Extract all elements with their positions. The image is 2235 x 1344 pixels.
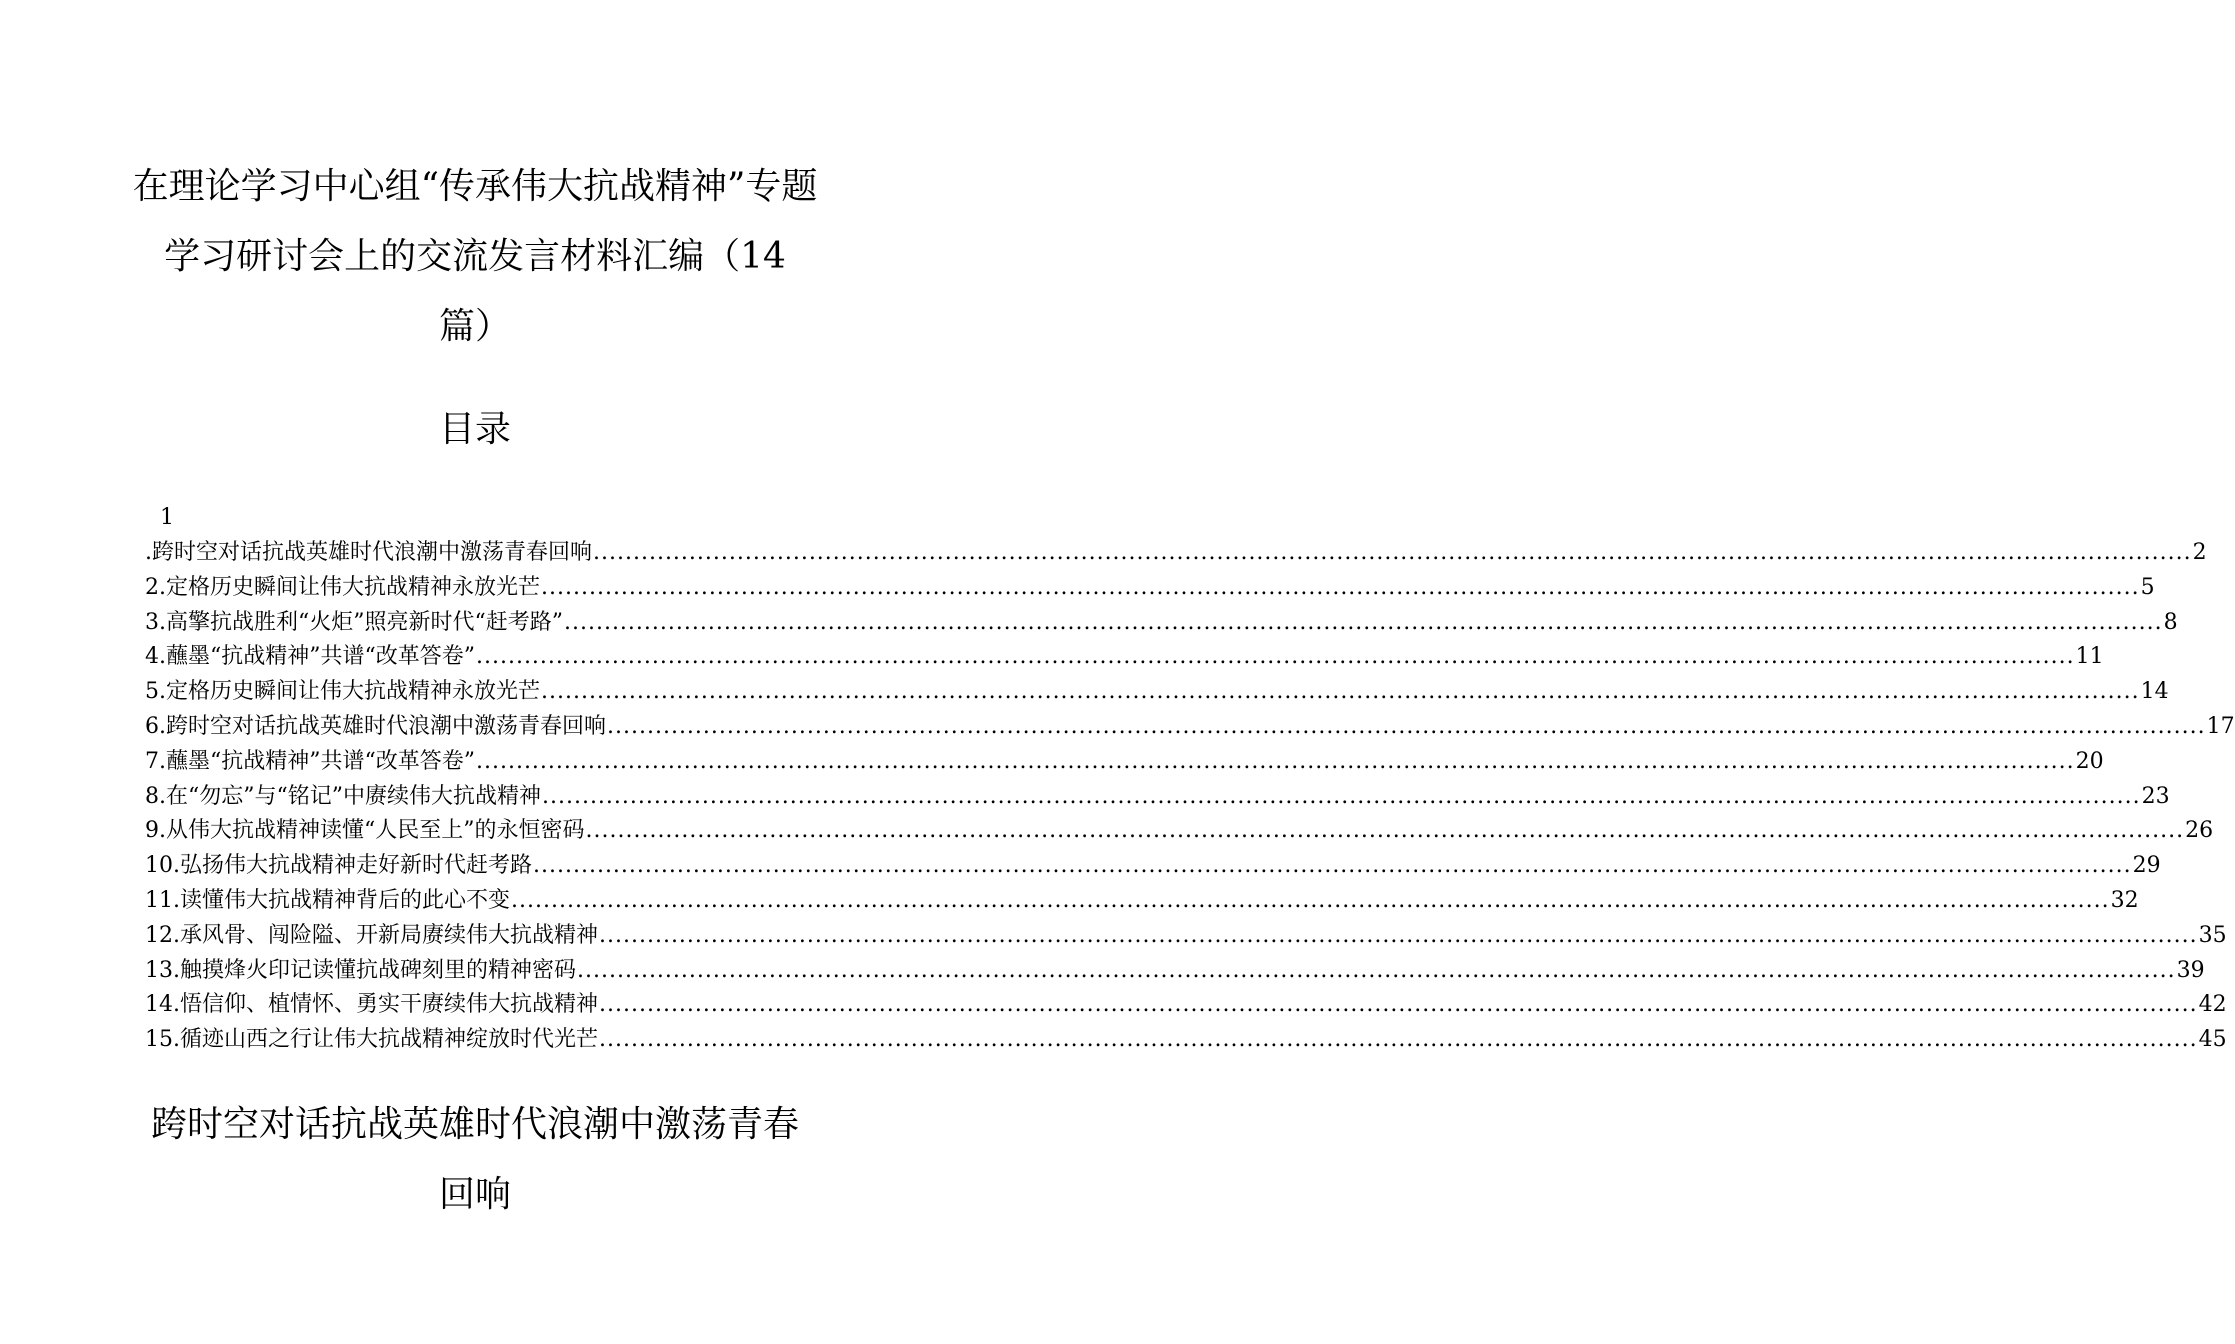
toc-entry-page-number: 8 [2163,609,2178,635]
toc-entry[interactable] [145,919,2227,954]
toc-entry-page-number: 32 [2110,887,2139,913]
toc-entry-title: 3.高擎抗战胜利“火炬”照亮新时代“赶考路” [145,609,563,635]
toc-dot-leader: ........................................................................................................................................................................................................ [599,1027,2198,1053]
toc-entry[interactable] [145,745,2104,780]
toc-entry-page-number: 14 [2140,679,2169,705]
toc-entry-title: 2.定格历史瞬间让伟大抗战精神永放光芒 [145,574,540,600]
toc-dot-leader: ........................................................................................................................................................................................................ [563,609,2163,635]
toc-entry-title: 5.定格历史瞬间让伟大抗战精神永放光芒 [145,679,540,705]
toc-first-entry-number: 1 [160,505,174,530]
document-title-line-1: 在理论学习中心组“传承伟大抗战精神”专题 [132,166,818,207]
toc-entry-page-number: 23 [2141,783,2170,809]
toc-entry[interactable] [145,606,2178,641]
toc-entry-page-number: 2 [2192,540,2207,565]
toc-dot-leader: ........................................................................................................................................................................................................ [541,679,2140,705]
toc-dot-leader: ........................................................................................................................................................................................................ [541,574,2140,600]
toc-dot-leader: ........................................................................................................................................................................................................ [533,853,2132,879]
toc-entry-page-number: 20 [2075,748,2104,774]
toc-dot-leader: ........................................................................................................................................................................................................ [585,818,2185,844]
toc-entry-title: 11.读懂伟大抗战精神背后的此心不变 [145,887,510,913]
toc-entry-page-number: 26 [2185,818,2214,844]
toc-dot-leader: ........................................................................................................................................................................................................ [511,887,2110,913]
toc-entry-title: 6.跨时空对话抗战英雄时代浪潮中激荡青春回响 [145,713,606,739]
toc-entry[interactable] [145,1023,2227,1058]
toc-entry-title: 9.从伟大抗战精神读懂“人民至上”的永恒密码 [145,818,585,844]
document-title-line-3: 篇） [438,306,511,347]
toc-dot-leader: ........................................................................................................................................................................................................ [599,992,2198,1018]
toc-dot-leader: ........................................................................................................................................................................................................ [577,957,2176,983]
toc-entry-title: 15.循迹山西之行让伟大抗战精神绽放时代光芒 [145,1027,598,1053]
toc-dot-leader: ........................................................................................................................................................................................................ [475,644,2075,670]
toc-entry-title: 14.悟信仰、植情怀、勇实干赓续伟大抗战精神 [145,992,598,1018]
table-of-contents [145,536,2235,1058]
toc-entry-title: .跨时空对话抗战英雄时代浪潮中激荡青春回响 [145,540,592,565]
toc-entry-page-number: 29 [2132,853,2161,879]
toc-entry-page-number: 45 [2198,1027,2227,1053]
toc-entry[interactable] [145,640,2104,675]
toc-dot-leader: ........................................................................................................................................................................................................ [599,922,2198,948]
toc-entry[interactable] [145,849,2161,884]
section-title-line-2: 回响 [438,1174,511,1215]
toc-entry[interactable] [145,675,2169,710]
toc-entry-page-number: 17 [2206,713,2235,739]
toc-entry[interactable] [145,780,2170,815]
toc-entry-page-number: 39 [2176,957,2205,983]
document-title-line-2: 学习研讨会上的交流发言材料汇编（14 [164,236,786,277]
toc-entry-title: 7.蘸墨“抗战精神”共谱“改革答卷” [145,748,475,774]
toc-entry-page-number: 42 [2198,992,2227,1018]
toc-entry[interactable] [145,710,2235,745]
toc-entry[interactable] [145,954,2205,989]
toc-heading: 目录 [438,409,511,450]
toc-entry-title: 12.承风骨、闯险隘、开新局赓续伟大抗战精神 [145,922,598,948]
toc-entry-title: 4.蘸墨“抗战精神”共谱“改革答卷” [145,644,475,670]
toc-entry-page-number: 35 [2198,922,2227,948]
toc-entry-page-number: 5 [2140,574,2155,600]
toc-entry[interactable] [145,988,2227,1023]
toc-entry[interactable] [145,884,2139,919]
toc-dot-leader: ........................................................................................................................................................................................................ [593,540,2192,565]
section-title-line-1: 跨时空对话抗战英雄时代浪潮中激荡青春 [150,1104,799,1145]
toc-dot-leader: ........................................................................................................................................................................................................ [607,713,2206,739]
toc-entry[interactable] [145,571,2155,606]
toc-dot-leader: ........................................................................................................................................................................................................ [541,783,2141,809]
toc-entry-title: 13.触摸烽火印记读懂抗战碑刻里的精神密码 [145,957,576,983]
toc-entry-page-number: 11 [2075,644,2104,670]
toc-entry-title: 10.弘扬伟大抗战精神走好新时代赶考路 [145,853,532,879]
toc-entry[interactable] [145,536,2207,571]
toc-entry[interactable] [145,814,2214,849]
toc-entry-title: 8.在“勿忘”与“铭记”中赓续伟大抗战精神 [145,783,541,809]
toc-dot-leader: ........................................................................................................................................................................................................ [475,748,2075,774]
